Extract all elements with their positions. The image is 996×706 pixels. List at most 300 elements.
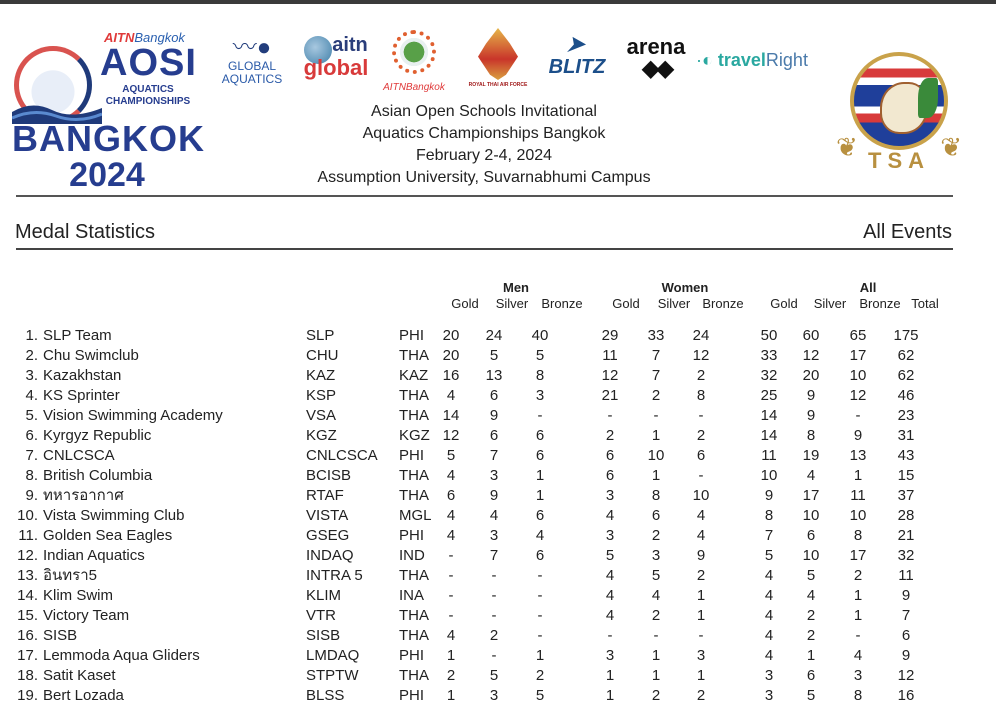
team-code: KLIM [306,587,342,604]
medal-count-gold: 1 [605,667,615,684]
medal-count-bronze: 4 [696,507,706,524]
medal-count-gold: 29 [601,327,619,344]
team-code: VTR [306,607,336,624]
top-border [0,0,996,4]
medal-count-silver: 2 [806,627,816,644]
medal-count-gold: 2 [446,667,456,684]
column-header-silver: Silver [495,296,529,311]
team-name: Vista Swimming Club [43,507,185,524]
section-divider [16,248,953,250]
medal-count-bronze: 1 [853,467,863,484]
medal-count-silver: 7 [651,367,661,384]
medal-count-gold: 4 [605,607,615,624]
column-header-silver: Silver [657,296,691,311]
rank: 16. [17,627,38,644]
table-row [0,386,996,406]
travel-text: travel [717,50,766,70]
medal-count-silver: 2 [806,607,816,624]
table-row [0,326,996,346]
event-venue: Assumption University, Suvarnabhumi Campus [317,169,651,186]
medal-count-gold: 14 [760,407,778,424]
aosi-top-text: AITNBangkok [104,30,185,45]
medal-count-silver: - [491,587,497,604]
medal-count-gold: 32 [760,367,778,384]
team-code: BLSS [306,687,345,704]
medal-count-silver: 3 [489,467,499,484]
rank: 15. [17,607,38,624]
group-header-women: Women [661,280,709,295]
medal-count-silver: 5 [651,567,661,584]
medal-count-gold: 6 [605,467,615,484]
table-row [0,366,996,386]
medal-count-silver: 1 [651,667,661,684]
nation-code: INA [399,587,425,604]
medal-count-gold: 33 [760,347,778,364]
team-code: GSEG [306,527,350,544]
medal-count-silver: - [653,627,659,644]
team-name: Kazakhstan [43,367,122,384]
medal-count-bronze: 2 [696,367,706,384]
medal-count-silver: 2 [651,687,661,704]
medal-count-gold: 4 [764,627,774,644]
team-name: KS Sprinter [43,387,120,404]
global-text: global [303,55,369,80]
team-code: STPTW [306,667,359,684]
medal-count-silver: 1 [651,647,661,664]
swimmer-wave-icon: 〰● [232,34,272,61]
medal-count-silver: 5 [489,667,499,684]
globe-icon [392,30,436,74]
team-code: BCISB [306,467,352,484]
medal-count-silver: 9 [489,487,499,504]
team-name: Klim Swim [43,587,113,604]
team-code: SISB [306,627,341,644]
medal-count-gold: 5 [446,447,456,464]
medal-count-silver: 13 [485,367,503,384]
medal-count-bronze: - [537,587,543,604]
medal-count-silver: 5 [806,687,816,704]
medal-count-bronze: 17 [849,347,867,364]
medal-count-gold: 11 [602,347,618,364]
medal-count-gold: 8 [764,507,774,524]
medal-count-silver: 33 [647,327,665,344]
medal-count-bronze: 10 [692,487,710,504]
global-aquatics-line1: GLOBAL [227,59,277,73]
medal-count-gold: - [448,587,454,604]
medal-count-bronze: 2 [696,687,706,704]
team-name: ทหารอากาศ [43,487,124,504]
medal-count-bronze: 1 [535,487,545,504]
medal-count-gold: 20 [442,327,460,344]
medal-count-bronze: 1 [535,467,545,484]
column-header-gold: Gold [612,296,640,311]
medal-count-bronze: 8 [853,527,863,544]
medal-count-silver: 2 [651,607,661,624]
table-row [0,506,996,526]
aosi-subtitle: AQUATICS CHAMPIONSHIPS [105,84,191,107]
medal-count-gold: 3 [764,687,774,704]
aosi-main-text: AOSI [100,42,197,84]
team-name: SISB [43,627,78,644]
medal-count-gold: 14 [442,407,460,424]
medal-count-silver: - [653,407,659,424]
medal-count-gold: 3 [605,647,615,664]
medal-count-gold: 4 [446,507,456,524]
table-row [0,666,996,686]
tsa-logo [836,52,962,184]
medal-count-gold: 4 [446,627,456,644]
medal-count-silver: 9 [806,387,816,404]
aosi-bangkok-2024-logo [12,30,205,194]
team-name: British Columbia [43,467,153,484]
medal-count-bronze: 2 [696,427,706,444]
medal-count-gold: 4 [446,527,456,544]
event-title [280,101,688,189]
medal-count-total: 16 [897,687,915,704]
rtaf-emblem-icon [478,28,518,80]
team-name: SLP Team [43,327,112,344]
medal-count-gold: 10 [760,467,778,484]
medal-count-bronze: 4 [853,647,863,664]
medal-count-silver: 3 [651,547,661,564]
team-name: Victory Team [43,607,130,624]
table-row [0,406,996,426]
medal-count-gold: 5 [605,547,615,564]
nation-code: THA [399,407,429,424]
medal-count-bronze: 65 [849,327,867,344]
medal-count-bronze: - [537,607,543,624]
medal-count-silver: 5 [489,347,499,364]
rank: 18. [17,667,38,684]
thai-flag-emblem-icon [850,52,948,150]
medal-count-gold: 21 [601,387,619,404]
medal-count-silver: 2 [651,527,661,544]
medal-count-bronze: - [698,467,704,484]
team-name: Golden Sea Eagles [43,527,173,544]
rank: 14. [17,587,38,604]
medal-count-bronze: 6 [535,427,545,444]
medal-count-silver: 1 [651,467,661,484]
diamond-icon: ◆◆ [641,55,671,82]
medal-count-bronze: 10 [849,367,867,384]
team-code: KGZ [306,427,337,444]
table-row [0,446,996,466]
medal-count-bronze: 1 [535,647,545,664]
medal-count-silver: - [491,647,497,664]
blitz-logo [540,31,614,79]
medal-count-total: 9 [901,587,911,604]
rank: 17. [17,647,38,664]
travel-icon: ·◐ [696,50,718,70]
team-name: Lemmoda Aqua Gliders [43,647,200,664]
team-name: Satit Kaset [43,667,116,684]
medal-count-total: 9 [901,647,911,664]
medal-count-silver: 7 [651,347,661,364]
medal-count-gold: 6 [446,487,456,504]
table-row [0,566,996,586]
medal-count-total: 43 [897,447,915,464]
medal-count-gold: 14 [760,427,778,444]
rank: 11. [18,527,38,544]
team-name: Bert Lozada [43,687,124,704]
table-row [0,526,996,546]
medal-count-bronze: 13 [849,447,867,464]
medal-count-bronze: 24 [692,327,710,344]
medal-count-bronze: 6 [535,507,545,524]
table-row [0,466,996,486]
medal-count-gold: 1 [446,687,456,704]
medal-count-silver: - [491,607,497,624]
nation-code: THA [399,627,429,644]
medal-count-gold: 9 [764,487,774,504]
medal-count-gold: 11 [761,447,777,464]
medal-count-total: 37 [897,487,915,504]
team-code: VISTA [306,507,349,524]
medal-count-bronze: 6 [535,447,545,464]
nation-code: THA [399,487,429,504]
nation-code: PHI [399,647,425,664]
event-title-line: Aquatics Championships Bangkok [362,125,606,142]
aitn-bangkok-text: AITNBangkok [383,82,445,93]
medal-count-bronze: 2 [535,667,545,684]
medal-count-gold: 25 [760,387,778,404]
medal-count-total: 7 [901,607,911,624]
medal-count-total: 32 [897,547,915,564]
aosi-city: BANGKOK [12,118,205,159]
medal-count-bronze: 4 [696,527,706,544]
ornament-left-icon: ❦ [836,132,858,162]
medal-count-silver: 10 [802,547,820,564]
medal-count-bronze: - [698,627,704,644]
medal-count-gold: 1 [446,647,456,664]
column-header-bronze: Bronze [541,296,583,311]
medal-count-silver: 10 [802,507,820,524]
medal-count-bronze: 12 [849,387,867,404]
medal-count-silver: 6 [806,667,816,684]
medal-count-gold: 7 [764,527,774,544]
table-row [0,586,996,606]
medal-count-bronze: 1 [696,587,706,604]
medal-count-bronze: 17 [849,547,867,564]
medal-count-bronze: 4 [535,527,545,544]
medal-count-bronze: 5 [535,687,545,704]
medal-count-total: 23 [897,407,915,424]
medal-count-gold: 20 [442,347,460,364]
group-header-all: All [859,280,877,295]
ornament-right-icon: ❦ [940,132,962,162]
team-code: INDAQ [306,547,354,564]
table-row [0,606,996,626]
medal-count-bronze: 40 [531,327,549,344]
section-title: Medal Statistics [15,221,156,243]
medal-count-silver: 12 [802,347,820,364]
medal-count-gold: - [448,607,454,624]
team-code: INTRA 5 [306,567,363,584]
medal-count-total: 21 [897,527,915,544]
travelright-logo [696,50,836,71]
medal-count-bronze: 6 [535,547,545,564]
medal-count-total: 175 [893,327,919,344]
team-name: Kyrgyz Republic [43,427,152,444]
medal-count-gold: 4 [446,387,456,404]
medal-count-silver: 1 [806,647,816,664]
medal-count-gold: - [448,547,454,564]
team-code: CHU [306,347,339,364]
medal-count-gold: 16 [442,367,460,384]
medal-count-bronze: - [698,407,704,424]
medal-count-bronze: 8 [853,687,863,704]
medal-count-silver: 19 [802,447,820,464]
medal-count-bronze: 8 [535,367,545,384]
medal-count-silver: 20 [802,367,820,384]
medal-count-silver: 3 [489,527,499,544]
aitn-text: aitn [332,34,368,56]
medal-count-silver: 1 [651,427,661,444]
swoosh-icon: ➤ [562,31,593,58]
column-header-silver: Silver [813,296,847,311]
medal-count-silver: 9 [489,407,499,424]
medal-count-silver: 24 [485,327,503,344]
aitn-bangkok-logo [374,30,454,93]
nation-code: PHI [399,327,425,344]
medal-count-bronze: 2 [696,567,706,584]
team-code: KAZ [306,367,336,384]
medal-count-bronze: 9 [696,547,706,564]
team-code: KSP [306,387,337,404]
medal-count-silver: 4 [806,587,816,604]
rank: 5. [25,407,38,424]
team-name: Vision Swimming Academy [43,407,223,424]
medal-count-silver: 7 [489,547,499,564]
medal-count-gold: 2 [605,427,615,444]
medal-count-bronze: 1 [853,607,863,624]
nation-code: MGL [399,507,432,524]
column-header-gold: Gold [770,296,798,311]
medal-count-silver: 5 [806,567,816,584]
medal-count-gold: 4 [764,647,774,664]
medal-count-total: 15 [897,467,915,484]
column-header-bronze: Bronze [859,296,901,311]
nation-code: THA [399,667,429,684]
medal-count-gold: 3 [605,487,615,504]
medal-count-bronze: 3 [853,667,863,684]
medal-count-bronze: 2 [853,567,863,584]
medal-count-total: 46 [897,387,915,404]
rank: 6. [25,427,38,444]
medal-count-bronze: 9 [853,427,863,444]
medal-count-total: 12 [897,667,915,684]
nation-code: KAZ [399,367,429,384]
medal-count-gold: 4 [764,587,774,604]
column-header-bronze: Bronze [702,296,744,311]
rank: 13. [17,567,38,584]
medal-count-silver: 8 [651,487,661,504]
team-name: Indian Aquatics [43,547,145,564]
rank: 7. [25,447,38,464]
medal-count-bronze: 1 [853,587,863,604]
medal-count-gold: 3 [764,667,774,684]
global-aquatics-logo [212,36,292,86]
medal-count-gold: 50 [760,327,778,344]
team-code: VSA [306,407,337,424]
section-filter: All Events [863,221,952,243]
table-row [0,426,996,446]
arena-text: arena [626,34,686,59]
event-title-line: Asian Open Schools Invitational [371,103,597,120]
medal-count-total: 28 [897,507,915,524]
medal-count-gold: 4 [446,467,456,484]
rank: 19. [17,687,38,704]
medal-count-bronze: 11 [850,487,866,504]
leaf-icon [918,78,938,118]
medal-count-silver: 3 [489,687,499,704]
medal-count-total: 31 [897,427,915,444]
medal-count-bronze: 1 [696,607,706,624]
medal-count-bronze: - [537,627,543,644]
rank: 2. [25,347,38,364]
medal-count-silver: 60 [802,327,820,344]
rank: 8. [25,467,38,484]
event-date: February 2-4, 2024 [415,147,553,164]
aosi-year: 2024 [69,156,145,194]
medal-count-gold: 5 [764,547,774,564]
table-row [0,486,996,506]
aitn-global-logo [300,36,372,78]
medal-count-silver: 6 [651,507,661,524]
medal-count-gold: 12 [601,367,619,384]
medal-count-silver: 4 [651,587,661,604]
nation-code: THA [399,607,429,624]
medal-count-silver: 10 [647,447,665,464]
medal-count-bronze: - [537,407,543,424]
medal-count-bronze: 1 [696,667,706,684]
medal-count-gold: 4 [605,567,615,584]
nation-code: THA [399,567,429,584]
tsa-text: TSA [868,148,930,173]
medal-count-gold: 4 [764,567,774,584]
medal-count-gold: 4 [605,587,615,604]
medal-count-gold: 3 [605,527,615,544]
medal-count-bronze: 3 [696,647,706,664]
medal-count-gold: 12 [442,427,460,444]
nation-code: IND [399,547,425,564]
medal-count-silver: 6 [489,427,499,444]
medal-count-silver: 4 [489,507,499,524]
blitz-text: BLITZ [548,56,606,78]
medal-count-silver: 2 [651,387,661,404]
column-header-total: Total [911,296,939,311]
medal-count-gold: 4 [764,607,774,624]
team-code: SLP [306,327,335,344]
column-header-gold: Gold [451,296,479,311]
medal-count-bronze: 6 [696,447,706,464]
medal-count-silver: 9 [806,407,816,424]
table-row [0,626,996,646]
nation-code: KGZ [399,427,430,444]
medal-count-silver: 7 [489,447,499,464]
header-divider [16,195,953,197]
medal-count-bronze: 3 [535,387,545,404]
medal-count-gold: 4 [605,507,615,524]
nation-code: PHI [399,527,425,544]
medal-count-gold: 1 [605,687,615,704]
medal-count-bronze: 8 [696,387,706,404]
table-row [0,646,996,666]
medal-count-silver: 17 [802,487,820,504]
medal-count-gold: - [607,627,613,644]
medal-count-silver: - [491,567,497,584]
medal-count-total: 11 [898,567,914,584]
